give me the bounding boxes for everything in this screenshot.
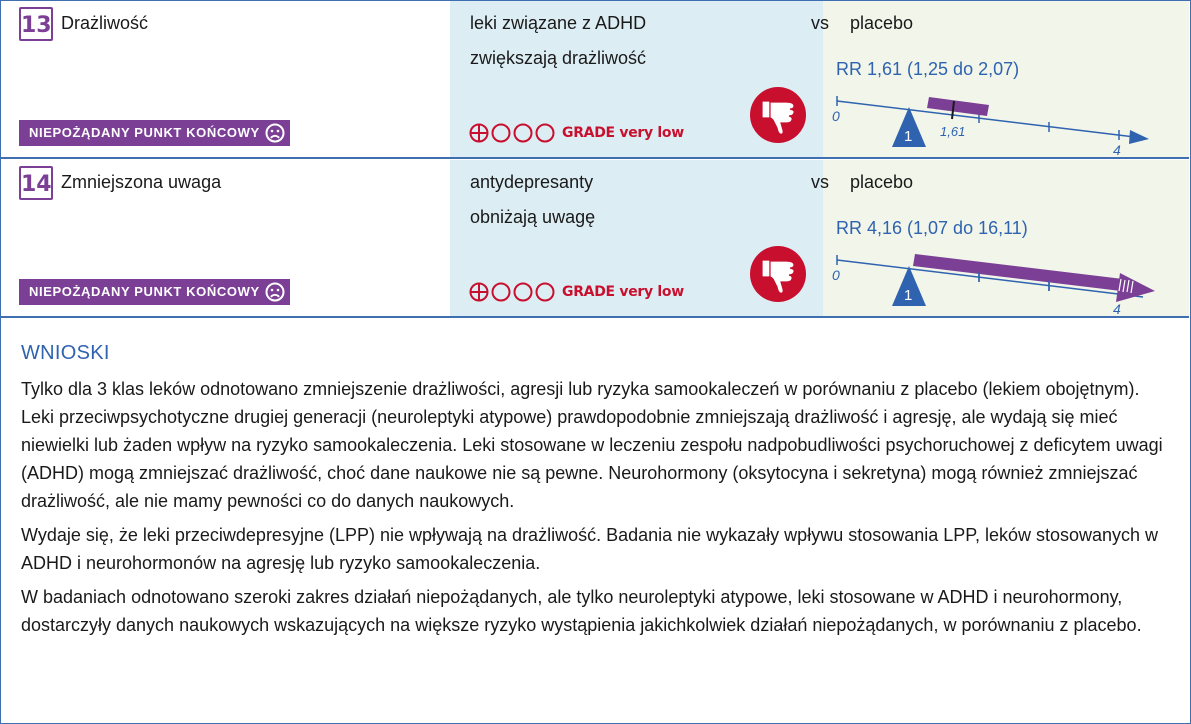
outcome-row: [1, 1, 1189, 157]
grade-rating: [468, 122, 684, 144]
axis-zero-label: 0: [832, 108, 840, 124]
null-value-label: 1: [904, 128, 913, 145]
axis-max-label: 4: [1113, 301, 1121, 316]
forest-plot: [823, 1, 1189, 157]
outcome-title: Zmniejszona uwaga: [61, 172, 222, 192]
vs-label: vs: [811, 13, 829, 33]
conclusions-paragraph: W badaniach odnotowano szeroki zakres działań niepożądanych, ale tylko neuroleptyki atypowe, leki stosowane w ADHD i neurohormony, dostarczyły danych naukowych wskazujących na większe ryzyko wystąpienia jakichkolwiek działań niepożądanych, w porównaniu z placebo.: [21, 587, 1142, 635]
null-value-label: 1: [904, 287, 913, 304]
outcome-number: 13: [19, 7, 53, 41]
badge-label: NIEPOŻĄDANY PUNKT KOŃCOWY: [29, 284, 260, 299]
forest-plot: [823, 160, 1189, 316]
outcome-number: 14: [19, 166, 53, 200]
grade-rating: [468, 281, 684, 303]
axis-zero-label: 0: [832, 267, 840, 283]
grade-circles-icon: [468, 122, 556, 144]
outcome-title: Drażliwość: [61, 13, 149, 33]
conclusions-paragraph: Wydaje się, że leki przeciwdepresyjne (LPP) nie wpływają na drażliwość. Badania nie wykazały wpływu stosowania LPP, leków stosowanych w ADHD i neurohormonów na agresję lub ryzyko samookaleczenia.: [21, 525, 1159, 573]
sad-face-icon: [264, 122, 286, 144]
comparator-label: placebo: [850, 172, 914, 192]
interval-arrow-icon: [1116, 273, 1155, 302]
effect-column: [811, 1, 1189, 157]
thumbs-down-icon: [750, 246, 806, 302]
comparison-column: [450, 1, 823, 157]
axis-max-label: 4: [1113, 142, 1121, 157]
comparison-text: leki związane z ADHD: [470, 13, 647, 33]
sad-face-icon: [264, 281, 286, 303]
risk-ratio-text: RR 1,61 (1,25 do 2,07): [836, 59, 1020, 79]
effect-column: [811, 160, 1189, 316]
risk-ratio-text: RR 4,16 (1,07 do 16,11): [836, 218, 1028, 238]
thumbs-down-icon: [750, 87, 806, 143]
adverse-endpoint-badge: [19, 120, 290, 146]
estimate-label: 1,61: [940, 124, 966, 139]
conclusions-paragraph: Tylko dla 3 klas leków odnotowano zmniejszenie drażliwości, agresji lub ryzyka samookaleczeń w porównaniu z placebo (lekiem obojętnym). Leki przeciwpsychotyczne drugiej generacji (neuroleptyki atypowe) prawdopodobnie zmniejszają drażliwość i agresję, ale wydają się mieć niewielki lub żaden wpływ na ryzyko samookaleczenia. Leki stosowane w leczeniu zespołu nadpobudliwości psychoruchowej z deficytem uwagi (ADHD) mogą zmniejszać drażliwość, choć dane naukowe nie są pewne. Neurohormony (oksytocyna i sekretyna) mogą również zmniejszać drażliwość, ale nie mamy pewności co do danych naukowych.: [21, 379, 1163, 511]
comparison-text: zwiększają drażliwość: [470, 48, 647, 68]
comparison-column: [450, 160, 823, 316]
conclusions-title: WNIOSKI: [21, 342, 110, 364]
row-divider: [1, 157, 1189, 159]
vs-label: vs: [811, 172, 829, 192]
comparison-text: obniżają uwagę: [470, 207, 596, 227]
grade-circles-icon: [468, 281, 556, 303]
comparator-label: placebo: [850, 13, 914, 33]
outcome-column: [1, 1, 450, 157]
outcome-column: [1, 160, 450, 316]
axis-line: [837, 101, 1143, 138]
conclusions-section: [21, 342, 1171, 645]
grade-label: GRADE very low: [562, 284, 684, 300]
comparison-text: antydepresanty: [470, 172, 594, 192]
grade-label: GRADE very low: [562, 125, 684, 141]
outcome-row: [1, 160, 1189, 316]
adverse-endpoint-badge: [19, 279, 290, 305]
axis-arrow-icon: [1129, 130, 1149, 144]
badge-label: NIEPOŻĄDANY PUNKT KOŃCOWY: [29, 125, 260, 140]
row-divider: [1, 316, 1189, 318]
